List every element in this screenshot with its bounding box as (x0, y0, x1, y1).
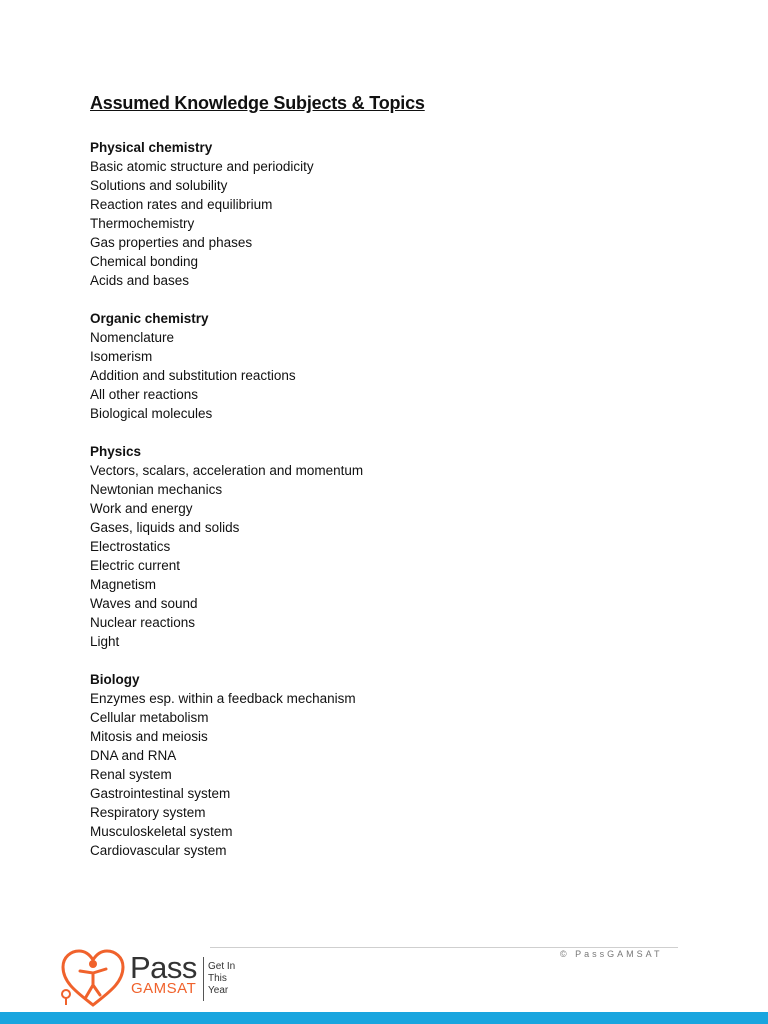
topic-item: Renal system (90, 767, 172, 782)
section-heading: Organic chemistry (90, 311, 209, 326)
topic-item: Newtonian mechanics (90, 482, 223, 497)
section-heading: Physics (90, 444, 142, 459)
topic-item: Biological molecules (90, 406, 213, 421)
topic-section (90, 309, 690, 423)
topic-item: Electric current (90, 558, 181, 573)
topic-item: DNA and RNA (90, 748, 177, 763)
topic-item: Gases, liquids and solids (90, 520, 240, 535)
topic-item: Cardiovascular system (90, 843, 227, 858)
topic-item: Enzymes esp. within a feedback mechanism (90, 691, 356, 706)
topic-item: Acids and bases (90, 273, 190, 288)
copyright-text: © PassGAMSAT (560, 949, 663, 959)
topic-section (90, 442, 690, 651)
topic-item: Waves and sound (90, 596, 198, 611)
topic-item: Gastrointestinal system (90, 786, 231, 801)
topic-item: Work and energy (90, 501, 193, 516)
logo-tagline (208, 961, 235, 997)
topic-item: Electrostatics (90, 539, 171, 554)
topic-section (90, 670, 690, 860)
topic-item: Mitosis and meiosis (90, 729, 208, 744)
topic-item: Chemical bonding (90, 254, 199, 269)
topic-item: Isomerism (90, 349, 153, 364)
topic-item: Reaction rates and equilibrium (90, 197, 273, 212)
tagline-line: Year (208, 985, 229, 996)
footer-color-bar (0, 1012, 768, 1024)
topic-item: Light (90, 634, 120, 649)
page-title: Assumed Knowledge Subjects & Topics (90, 93, 425, 113)
topic-item: Gas properties and phases (90, 235, 253, 250)
section-heading: Biology (90, 672, 140, 687)
topic-item: Solutions and solubility (90, 178, 228, 193)
topic-item: Thermochemistry (90, 216, 195, 231)
topic-item: Respiratory system (90, 805, 206, 820)
topic-item: Basic atomic structure and periodicity (90, 159, 314, 174)
topic-item: Nuclear reactions (90, 615, 196, 630)
tagline-line: This (208, 973, 227, 984)
topic-item: Magnetism (90, 577, 157, 592)
topic-item: Cellular metabolism (90, 710, 209, 725)
logo-gamsat-text: GAMSAT (131, 980, 197, 997)
topic-item: Musculoskeletal system (90, 824, 233, 839)
tagline-line: Get In (208, 961, 236, 972)
footer-divider (210, 947, 678, 948)
topic-item: Vectors, scalars, acceleration and momentum (90, 463, 364, 478)
topics-content (90, 138, 690, 879)
topic-item: All other reactions (90, 387, 199, 402)
logo-pass-text: Pass (130, 950, 197, 985)
topic-item: Nomenclature (90, 330, 175, 345)
section-heading: Physical chemistry (90, 140, 213, 155)
topic-section (90, 138, 690, 290)
logo-divider (203, 957, 204, 1001)
heart-figure-icon (58, 947, 128, 1009)
topic-item: Addition and substitution reactions (90, 368, 296, 383)
passgamsat-logo (58, 947, 258, 1009)
